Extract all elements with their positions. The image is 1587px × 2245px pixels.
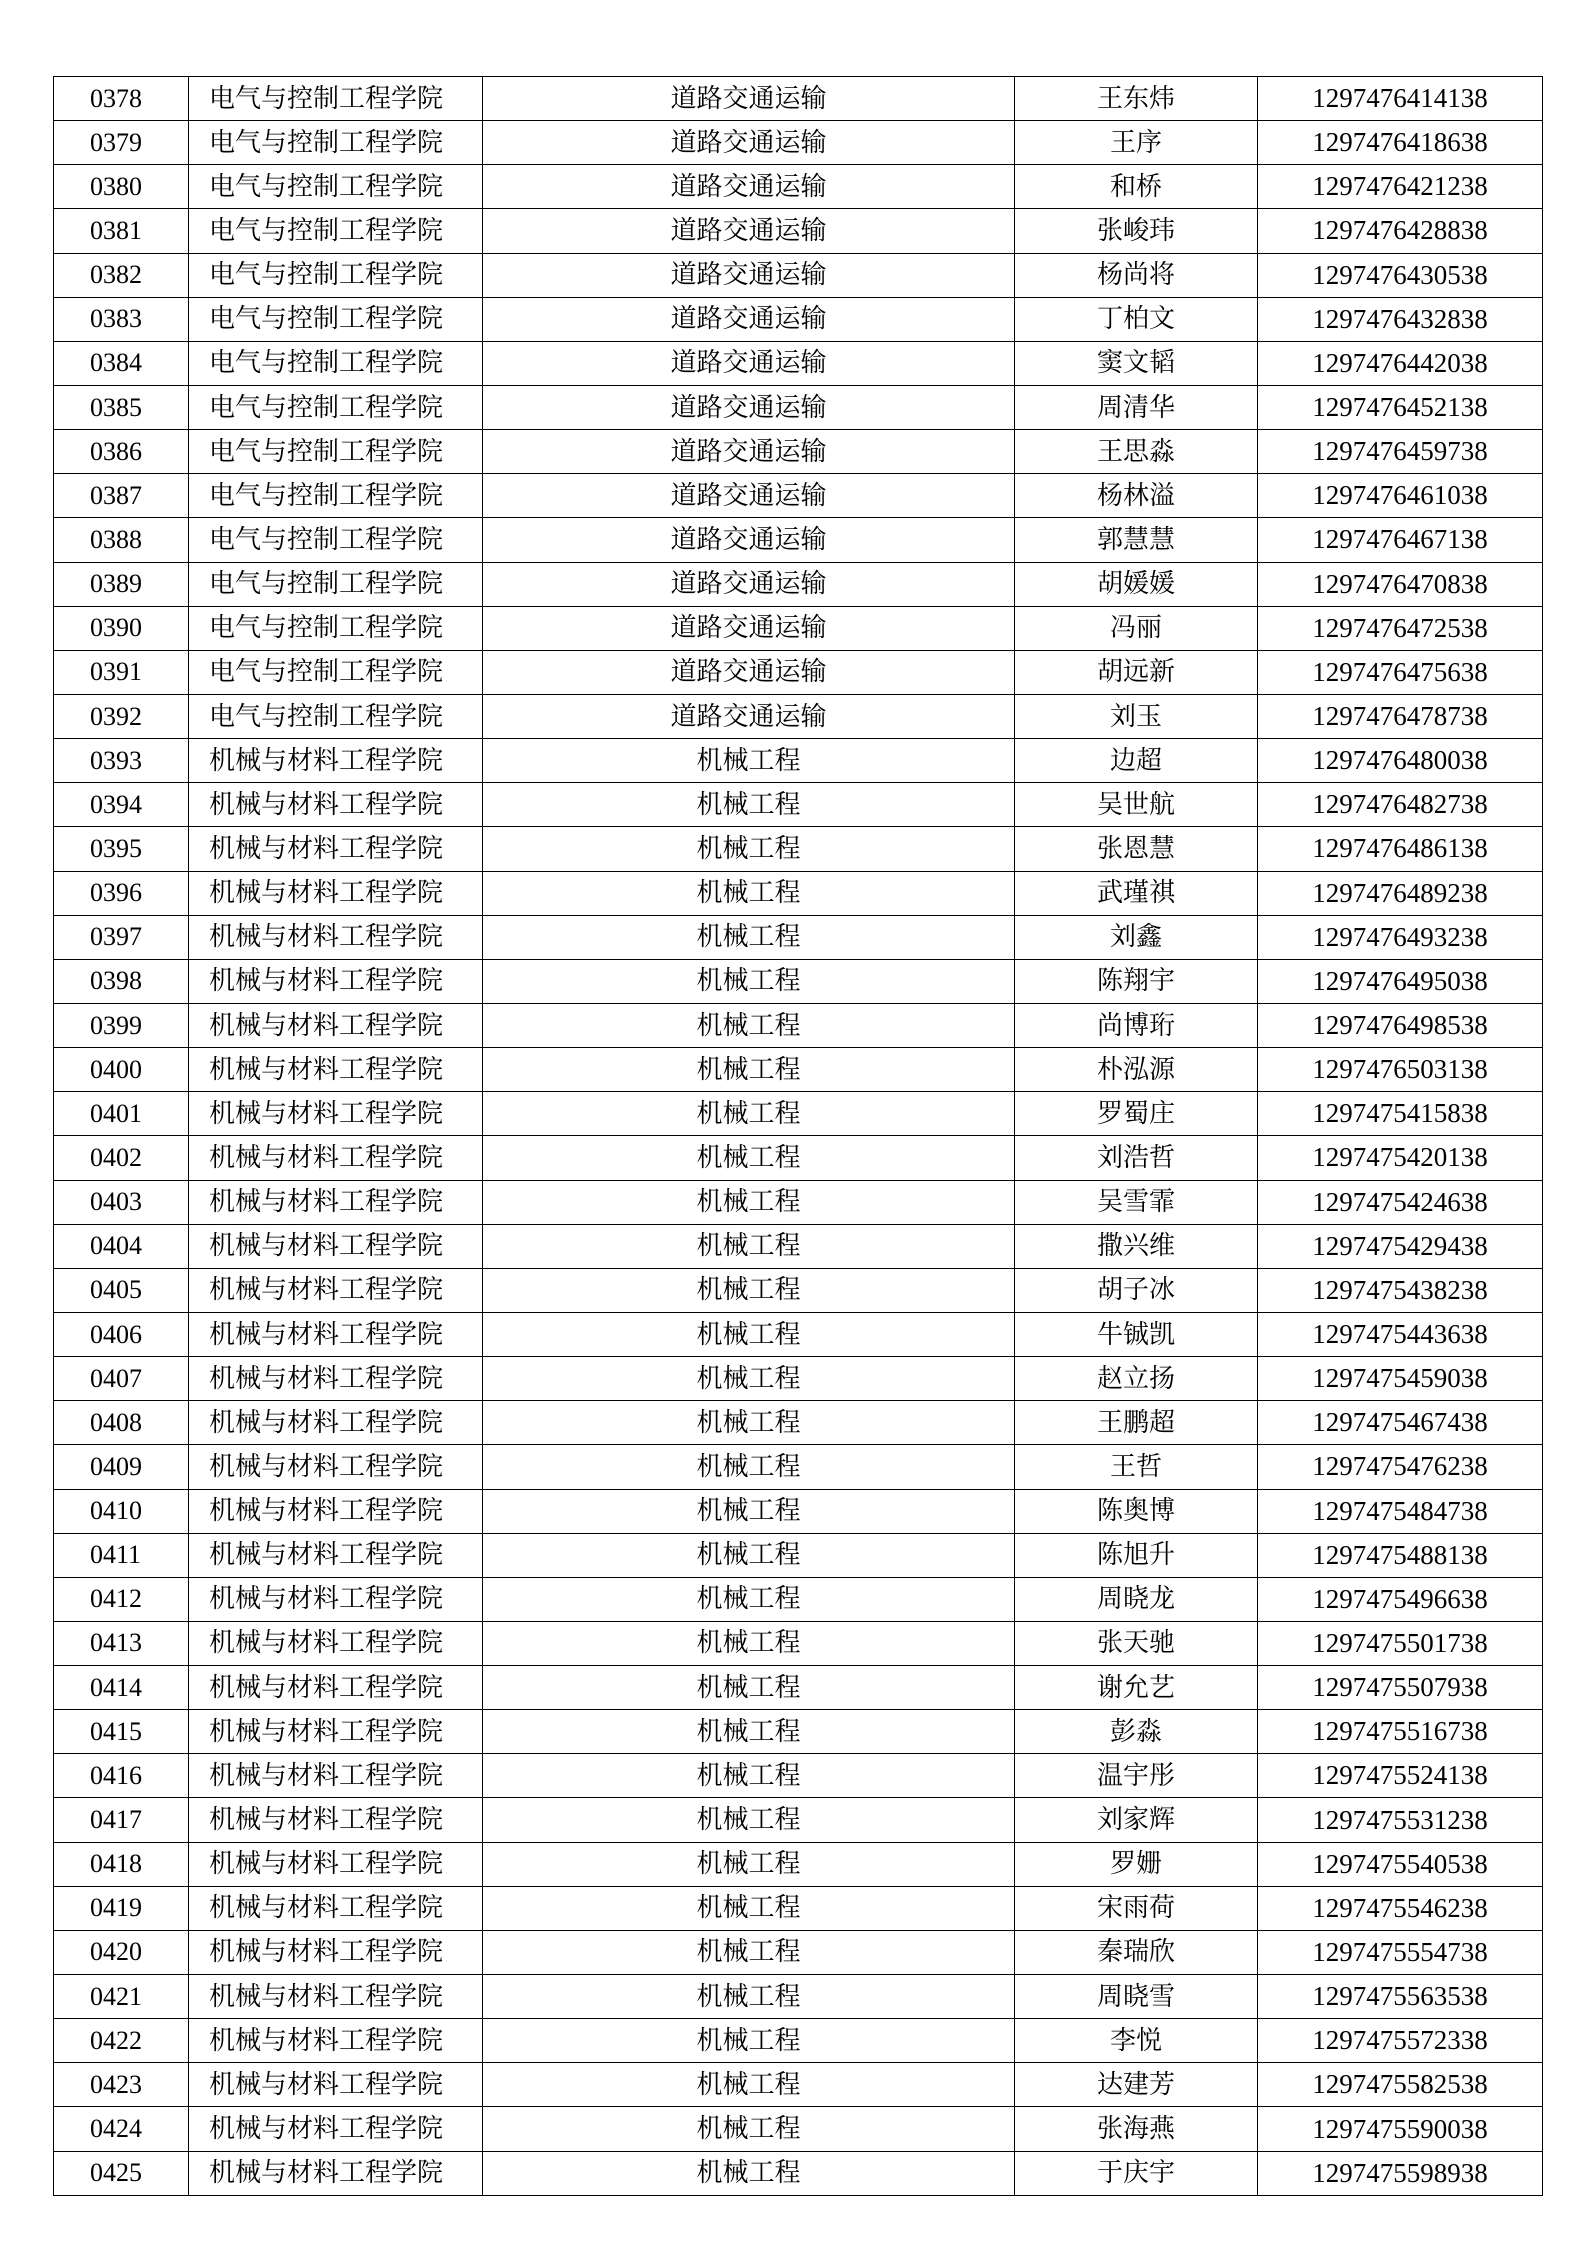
major-cell: 机械工程 — [483, 2019, 1015, 2063]
table-row — [54, 1445, 1543, 1489]
table-row — [54, 385, 1543, 429]
student-name-cell: 牛铖凯 — [1015, 1312, 1258, 1356]
serial-number-cell: 0404 — [54, 1224, 189, 1268]
table-row — [54, 121, 1543, 165]
serial-number-cell: 0383 — [54, 297, 189, 341]
major-cell: 机械工程 — [483, 1136, 1015, 1180]
serial-number-cell: 0384 — [54, 341, 189, 385]
college-cell: 机械与材料工程学院 — [189, 1842, 483, 1886]
table-row — [54, 1710, 1543, 1754]
table-row — [54, 1048, 1543, 1092]
college-cell: 电气与控制工程学院 — [189, 209, 483, 253]
serial-number-cell: 0412 — [54, 1577, 189, 1621]
table-row — [54, 253, 1543, 297]
serial-number-cell: 0403 — [54, 1180, 189, 1224]
serial-number-cell: 0423 — [54, 2063, 189, 2107]
student-name-cell: 陈翔宇 — [1015, 959, 1258, 1003]
serial-number-cell: 0379 — [54, 121, 189, 165]
exam-id-cell: 1297475420138 — [1258, 1136, 1543, 1180]
major-cell: 机械工程 — [483, 2151, 1015, 2195]
exam-id-cell: 1297476421238 — [1258, 165, 1543, 209]
table-row — [54, 694, 1543, 738]
college-cell: 电气与控制工程学院 — [189, 385, 483, 429]
table-row — [54, 2151, 1543, 2195]
serial-number-cell: 0380 — [54, 165, 189, 209]
student-name-cell: 朴泓源 — [1015, 1048, 1258, 1092]
exam-id-cell: 1297475582538 — [1258, 2063, 1543, 2107]
serial-number-cell: 0402 — [54, 1136, 189, 1180]
serial-number-cell: 0415 — [54, 1710, 189, 1754]
serial-number-cell: 0422 — [54, 2019, 189, 2063]
serial-number-cell: 0387 — [54, 474, 189, 518]
exam-id-cell: 1297475540538 — [1258, 1842, 1543, 1886]
major-cell: 道路交通运输 — [483, 253, 1015, 297]
table-row — [54, 739, 1543, 783]
serial-number-cell: 0414 — [54, 1666, 189, 1710]
table-row — [54, 959, 1543, 1003]
major-cell: 道路交通运输 — [483, 341, 1015, 385]
college-cell: 机械与材料工程学院 — [189, 1401, 483, 1445]
student-name-cell: 边超 — [1015, 739, 1258, 783]
table-row — [54, 1621, 1543, 1665]
exam-id-cell: 1297476480038 — [1258, 739, 1543, 783]
exam-id-cell: 1297475598938 — [1258, 2151, 1543, 2195]
student-name-cell: 冯丽 — [1015, 606, 1258, 650]
serial-number-cell: 0409 — [54, 1445, 189, 1489]
table-row — [54, 915, 1543, 959]
table-row — [54, 1886, 1543, 1930]
exam-id-cell: 1297476482738 — [1258, 783, 1543, 827]
student-name-cell: 刘浩哲 — [1015, 1136, 1258, 1180]
college-cell: 机械与材料工程学院 — [189, 2063, 483, 2107]
serial-number-cell: 0410 — [54, 1489, 189, 1533]
student-name-cell: 吴世航 — [1015, 783, 1258, 827]
major-cell: 道路交通运输 — [483, 694, 1015, 738]
major-cell: 机械工程 — [483, 739, 1015, 783]
student-name-cell: 谢允艺 — [1015, 1666, 1258, 1710]
table-row — [54, 650, 1543, 694]
serial-number-cell: 0397 — [54, 915, 189, 959]
exam-id-cell: 1297475563538 — [1258, 1975, 1543, 2019]
student-name-cell: 张恩慧 — [1015, 827, 1258, 871]
serial-number-cell: 0407 — [54, 1357, 189, 1401]
college-cell: 机械与材料工程学院 — [189, 783, 483, 827]
serial-number-cell: 0386 — [54, 430, 189, 474]
exam-id-cell: 1297475415838 — [1258, 1092, 1543, 1136]
major-cell: 机械工程 — [483, 1003, 1015, 1047]
student-name-cell: 王鹏超 — [1015, 1401, 1258, 1445]
serial-number-cell: 0392 — [54, 694, 189, 738]
major-cell: 机械工程 — [483, 1445, 1015, 1489]
major-cell: 道路交通运输 — [483, 606, 1015, 650]
serial-number-cell: 0381 — [54, 209, 189, 253]
exam-id-cell: 1297475524138 — [1258, 1754, 1543, 1798]
exam-id-cell: 1297476503138 — [1258, 1048, 1543, 1092]
college-cell: 机械与材料工程学院 — [189, 1754, 483, 1798]
college-cell: 机械与材料工程学院 — [189, 959, 483, 1003]
major-cell: 道路交通运输 — [483, 385, 1015, 429]
table-row — [54, 1312, 1543, 1356]
table-row — [54, 562, 1543, 606]
college-cell: 机械与材料工程学院 — [189, 2019, 483, 2063]
student-name-cell: 王东炜 — [1015, 77, 1258, 121]
serial-number-cell: 0408 — [54, 1401, 189, 1445]
student-name-cell: 周晓龙 — [1015, 1577, 1258, 1621]
table-row — [54, 783, 1543, 827]
exam-id-cell: 1297476478738 — [1258, 694, 1543, 738]
major-cell: 机械工程 — [483, 1930, 1015, 1974]
college-cell: 机械与材料工程学院 — [189, 1798, 483, 1842]
exam-id-cell: 1297476470838 — [1258, 562, 1543, 606]
major-cell: 机械工程 — [483, 1842, 1015, 1886]
major-cell: 机械工程 — [483, 1710, 1015, 1754]
student-name-cell: 秦瑞欣 — [1015, 1930, 1258, 1974]
college-cell: 电气与控制工程学院 — [189, 606, 483, 650]
college-cell: 机械与材料工程学院 — [189, 1710, 483, 1754]
serial-number-cell: 0419 — [54, 1886, 189, 1930]
exam-id-cell: 1297475496638 — [1258, 1577, 1543, 1621]
table-row — [54, 430, 1543, 474]
exam-id-cell: 1297475429438 — [1258, 1224, 1543, 1268]
college-cell: 机械与材料工程学院 — [189, 1445, 483, 1489]
serial-number-cell: 0425 — [54, 2151, 189, 2195]
student-name-cell: 尚博珩 — [1015, 1003, 1258, 1047]
table-row — [54, 2063, 1543, 2107]
exam-id-cell: 1297475443638 — [1258, 1312, 1543, 1356]
student-name-cell: 窦文韬 — [1015, 341, 1258, 385]
table-row — [54, 871, 1543, 915]
major-cell: 机械工程 — [483, 1357, 1015, 1401]
college-cell: 机械与材料工程学院 — [189, 1533, 483, 1577]
major-cell: 机械工程 — [483, 1268, 1015, 1312]
exam-id-cell: 1297476475638 — [1258, 650, 1543, 694]
serial-number-cell: 0389 — [54, 562, 189, 606]
major-cell: 道路交通运输 — [483, 562, 1015, 606]
student-name-cell: 陈奥博 — [1015, 1489, 1258, 1533]
serial-number-cell: 0401 — [54, 1092, 189, 1136]
table-row — [54, 1666, 1543, 1710]
table-row — [54, 1975, 1543, 2019]
major-cell: 机械工程 — [483, 1975, 1015, 2019]
college-cell: 机械与材料工程学院 — [189, 2151, 483, 2195]
serial-number-cell: 0396 — [54, 871, 189, 915]
exam-id-cell: 1297475590038 — [1258, 2107, 1543, 2151]
college-cell: 电气与控制工程学院 — [189, 562, 483, 606]
student-list-table — [53, 76, 1543, 2196]
table-row — [54, 1533, 1543, 1577]
exam-id-cell: 1297476459738 — [1258, 430, 1543, 474]
table-row — [54, 1798, 1543, 1842]
college-cell: 电气与控制工程学院 — [189, 121, 483, 165]
table-row — [54, 518, 1543, 562]
major-cell: 机械工程 — [483, 1489, 1015, 1533]
exam-id-cell: 1297476430538 — [1258, 253, 1543, 297]
table-row — [54, 1489, 1543, 1533]
student-name-cell: 杨林溢 — [1015, 474, 1258, 518]
college-cell: 机械与材料工程学院 — [189, 1312, 483, 1356]
serial-number-cell: 0405 — [54, 1268, 189, 1312]
table-row — [54, 1754, 1543, 1798]
college-cell: 电气与控制工程学院 — [189, 77, 483, 121]
exam-id-cell: 1297475554738 — [1258, 1930, 1543, 1974]
student-name-cell: 陈旭升 — [1015, 1533, 1258, 1577]
major-cell: 道路交通运输 — [483, 474, 1015, 518]
serial-number-cell: 0411 — [54, 1533, 189, 1577]
major-cell: 机械工程 — [483, 959, 1015, 1003]
exam-id-cell: 1297475507938 — [1258, 1666, 1543, 1710]
student-name-cell: 周晓雪 — [1015, 1975, 1258, 2019]
college-cell: 机械与材料工程学院 — [189, 1268, 483, 1312]
college-cell: 机械与材料工程学院 — [189, 1577, 483, 1621]
exam-id-cell: 1297475459038 — [1258, 1357, 1543, 1401]
serial-number-cell: 0398 — [54, 959, 189, 1003]
college-cell: 机械与材料工程学院 — [189, 739, 483, 783]
major-cell: 道路交通运输 — [483, 165, 1015, 209]
table-row — [54, 1577, 1543, 1621]
table-row — [54, 606, 1543, 650]
table-row — [54, 1180, 1543, 1224]
table-row — [54, 1224, 1543, 1268]
college-cell: 机械与材料工程学院 — [189, 1136, 483, 1180]
exam-id-cell: 1297476428838 — [1258, 209, 1543, 253]
college-cell: 电气与控制工程学院 — [189, 518, 483, 562]
serial-number-cell: 0393 — [54, 739, 189, 783]
student-name-cell: 温宇彤 — [1015, 1754, 1258, 1798]
college-cell: 机械与材料工程学院 — [189, 1357, 483, 1401]
table-row — [54, 1357, 1543, 1401]
student-name-cell: 撒兴维 — [1015, 1224, 1258, 1268]
exam-id-cell: 1297476489238 — [1258, 871, 1543, 915]
major-cell: 机械工程 — [483, 1048, 1015, 1092]
exam-id-cell: 1297475467438 — [1258, 1401, 1543, 1445]
serial-number-cell: 0395 — [54, 827, 189, 871]
exam-id-cell: 1297475572338 — [1258, 2019, 1543, 2063]
student-name-cell: 张海燕 — [1015, 2107, 1258, 2151]
student-name-cell: 胡远新 — [1015, 650, 1258, 694]
college-cell: 电气与控制工程学院 — [189, 297, 483, 341]
major-cell: 机械工程 — [483, 1798, 1015, 1842]
serial-number-cell: 0390 — [54, 606, 189, 650]
major-cell: 道路交通运输 — [483, 209, 1015, 253]
exam-id-cell: 1297475424638 — [1258, 1180, 1543, 1224]
major-cell: 道路交通运输 — [483, 650, 1015, 694]
table-row — [54, 1842, 1543, 1886]
serial-number-cell: 0413 — [54, 1621, 189, 1665]
serial-number-cell: 0391 — [54, 650, 189, 694]
major-cell: 机械工程 — [483, 1754, 1015, 1798]
student-name-cell: 赵立扬 — [1015, 1357, 1258, 1401]
college-cell: 电气与控制工程学院 — [189, 430, 483, 474]
major-cell: 机械工程 — [483, 827, 1015, 871]
major-cell: 道路交通运输 — [483, 518, 1015, 562]
college-cell: 机械与材料工程学院 — [189, 1666, 483, 1710]
table-row — [54, 2019, 1543, 2063]
exam-id-cell: 1297475484738 — [1258, 1489, 1543, 1533]
student-name-cell: 彭淼 — [1015, 1710, 1258, 1754]
major-cell: 机械工程 — [483, 915, 1015, 959]
student-name-cell: 刘玉 — [1015, 694, 1258, 738]
student-name-cell: 宋雨荷 — [1015, 1886, 1258, 1930]
table-row — [54, 1930, 1543, 1974]
exam-id-cell: 1297475516738 — [1258, 1710, 1543, 1754]
college-cell: 电气与控制工程学院 — [189, 253, 483, 297]
student-name-cell: 李悦 — [1015, 2019, 1258, 2063]
exam-id-cell: 1297476461038 — [1258, 474, 1543, 518]
student-name-cell: 王思淼 — [1015, 430, 1258, 474]
serial-number-cell: 0420 — [54, 1930, 189, 1974]
exam-id-cell: 1297476414138 — [1258, 77, 1543, 121]
exam-id-cell: 1297476418638 — [1258, 121, 1543, 165]
college-cell: 机械与材料工程学院 — [189, 915, 483, 959]
table-row — [54, 1136, 1543, 1180]
major-cell: 机械工程 — [483, 1621, 1015, 1665]
exam-id-cell: 1297476452138 — [1258, 385, 1543, 429]
student-name-cell: 罗姗 — [1015, 1842, 1258, 1886]
exam-id-cell: 1297476467138 — [1258, 518, 1543, 562]
college-cell: 机械与材料工程学院 — [189, 1886, 483, 1930]
college-cell: 机械与材料工程学院 — [189, 1621, 483, 1665]
student-name-cell: 罗蜀庄 — [1015, 1092, 1258, 1136]
major-cell: 机械工程 — [483, 1092, 1015, 1136]
student-name-cell: 武瑾祺 — [1015, 871, 1258, 915]
serial-number-cell: 0378 — [54, 77, 189, 121]
major-cell: 机械工程 — [483, 1533, 1015, 1577]
college-cell: 机械与材料工程学院 — [189, 871, 483, 915]
table-row — [54, 1003, 1543, 1047]
college-cell: 机械与材料工程学院 — [189, 1180, 483, 1224]
college-cell: 电气与控制工程学院 — [189, 474, 483, 518]
serial-number-cell: 0416 — [54, 1754, 189, 1798]
student-name-cell: 于庆宇 — [1015, 2151, 1258, 2195]
exam-id-cell: 1297475476238 — [1258, 1445, 1543, 1489]
major-cell: 机械工程 — [483, 2063, 1015, 2107]
major-cell: 机械工程 — [483, 871, 1015, 915]
major-cell: 道路交通运输 — [483, 430, 1015, 474]
serial-number-cell: 0417 — [54, 1798, 189, 1842]
table-row — [54, 77, 1543, 121]
major-cell: 机械工程 — [483, 1224, 1015, 1268]
college-cell: 电气与控制工程学院 — [189, 694, 483, 738]
exam-id-cell: 1297475531238 — [1258, 1798, 1543, 1842]
college-cell: 机械与材料工程学院 — [189, 1489, 483, 1533]
exam-id-cell: 1297476486138 — [1258, 827, 1543, 871]
exam-id-cell: 1297476498538 — [1258, 1003, 1543, 1047]
exam-id-cell: 1297475488138 — [1258, 1533, 1543, 1577]
student-name-cell: 王序 — [1015, 121, 1258, 165]
college-cell: 机械与材料工程学院 — [189, 1224, 483, 1268]
student-name-cell: 胡子冰 — [1015, 1268, 1258, 1312]
major-cell: 道路交通运输 — [483, 77, 1015, 121]
table-row — [54, 209, 1543, 253]
major-cell: 机械工程 — [483, 1666, 1015, 1710]
major-cell: 机械工程 — [483, 1312, 1015, 1356]
exam-id-cell: 1297475501738 — [1258, 1621, 1543, 1665]
table-row — [54, 827, 1543, 871]
major-cell: 机械工程 — [483, 1180, 1015, 1224]
exam-id-cell: 1297476472538 — [1258, 606, 1543, 650]
college-cell: 机械与材料工程学院 — [189, 1003, 483, 1047]
table-row — [54, 1268, 1543, 1312]
college-cell: 电气与控制工程学院 — [189, 341, 483, 385]
student-name-cell: 周清华 — [1015, 385, 1258, 429]
college-cell: 机械与材料工程学院 — [189, 1975, 483, 2019]
student-name-cell: 刘鑫 — [1015, 915, 1258, 959]
student-name-cell: 刘家辉 — [1015, 1798, 1258, 1842]
table-row — [54, 2107, 1543, 2151]
serial-number-cell: 0382 — [54, 253, 189, 297]
major-cell: 道路交通运输 — [483, 121, 1015, 165]
serial-number-cell: 0418 — [54, 1842, 189, 1886]
table-row — [54, 1092, 1543, 1136]
exam-id-cell: 1297476432838 — [1258, 297, 1543, 341]
exam-id-cell: 1297476442038 — [1258, 341, 1543, 385]
major-cell: 机械工程 — [483, 1886, 1015, 1930]
table-row — [54, 474, 1543, 518]
serial-number-cell: 0388 — [54, 518, 189, 562]
college-cell: 机械与材料工程学院 — [189, 827, 483, 871]
table-row — [54, 1401, 1543, 1445]
major-cell: 机械工程 — [483, 2107, 1015, 2151]
student-name-cell: 张天驰 — [1015, 1621, 1258, 1665]
major-cell: 机械工程 — [483, 1577, 1015, 1621]
college-cell: 机械与材料工程学院 — [189, 2107, 483, 2151]
college-cell: 电气与控制工程学院 — [189, 165, 483, 209]
student-name-cell: 胡媛媛 — [1015, 562, 1258, 606]
college-cell: 机械与材料工程学院 — [189, 1048, 483, 1092]
student-name-cell: 杨尚将 — [1015, 253, 1258, 297]
exam-id-cell: 1297476493238 — [1258, 915, 1543, 959]
table-body — [54, 77, 1543, 2196]
table-row — [54, 165, 1543, 209]
table-row — [54, 341, 1543, 385]
major-cell: 道路交通运输 — [483, 297, 1015, 341]
exam-id-cell: 1297475546238 — [1258, 1886, 1543, 1930]
serial-number-cell: 0424 — [54, 2107, 189, 2151]
major-cell: 机械工程 — [483, 1401, 1015, 1445]
college-cell: 机械与材料工程学院 — [189, 1930, 483, 1974]
table-row — [54, 297, 1543, 341]
serial-number-cell: 0400 — [54, 1048, 189, 1092]
serial-number-cell: 0399 — [54, 1003, 189, 1047]
exam-id-cell: 1297475438238 — [1258, 1268, 1543, 1312]
serial-number-cell: 0406 — [54, 1312, 189, 1356]
serial-number-cell: 0394 — [54, 783, 189, 827]
college-cell: 机械与材料工程学院 — [189, 1092, 483, 1136]
serial-number-cell: 0385 — [54, 385, 189, 429]
student-name-cell: 王哲 — [1015, 1445, 1258, 1489]
student-name-cell: 吴雪霏 — [1015, 1180, 1258, 1224]
exam-id-cell: 1297476495038 — [1258, 959, 1543, 1003]
student-name-cell: 达建芳 — [1015, 2063, 1258, 2107]
college-cell: 电气与控制工程学院 — [189, 650, 483, 694]
serial-number-cell: 0421 — [54, 1975, 189, 2019]
student-name-cell: 丁柏文 — [1015, 297, 1258, 341]
student-name-cell: 郭慧慧 — [1015, 518, 1258, 562]
student-name-cell: 和桥 — [1015, 165, 1258, 209]
major-cell: 机械工程 — [483, 783, 1015, 827]
student-name-cell: 张峻玮 — [1015, 209, 1258, 253]
